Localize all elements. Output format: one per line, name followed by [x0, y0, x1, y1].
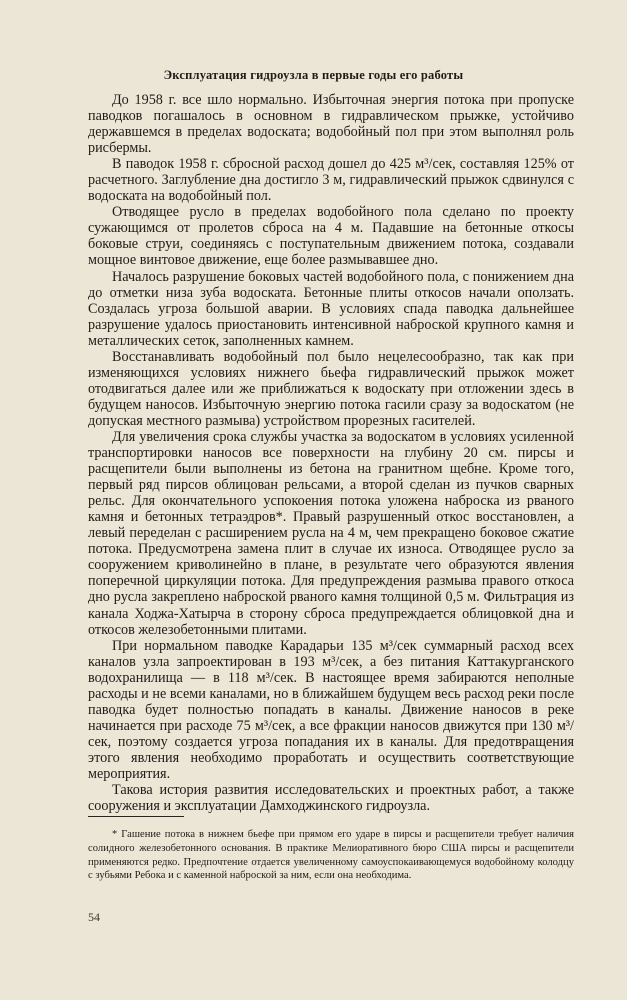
body-text: [88, 92, 574, 814]
section-heading: Эксплуатация гидроузла в первые годы его работы: [163, 68, 464, 82]
paragraph: При нормальном паводке Карадарьи 135 м³/сек суммарный расход всех каналов узла запроектирован в 193 м³/сек, а без питания Каттакурганского водохранилища — в 118 м³/сек. В настоящее время забираются неполные расходы и не всеми каналами, но в ближайшем будущем весь расход реки после паводка будет полностью попадать в каналы. Движение наносов в реке начинается при расходе 75 м³/сек, а все фракции наносов движутся при 130 м³/сек, поэтому создается угроза попадания их в каналы. Для предотвращения этого явления необходимо проработать и осуществить соответствующие мероприятия.: [88, 637, 574, 782]
paragraph: Отводящее русло в пределах водобойного пола сделано по проекту сужающимся от пролетов сброса на 4 м. Падавшие на бетонные откосы боковые струи, соединяясь с поступательным движением потока, создавали мощное винтовое движение, еще более размывавшее дно.: [88, 204, 574, 269]
paragraph: Для увеличения срока службы участка за водоскатом в условиях усиленной транспортировки наносов все поверхности на глубину 20 см. пирсы и расщепители были выполнены из бетона на гранитном щебне. Кроме того, первый ряд пирсов облицован рельсами, а второй сделан из пучков сварных рельс. Для окончательного успокоения потока уложена наброска из рваного камня и бетонных тетраэдров*. Правый разрушенный откос восстановлен, а левый переделан с расширением русла на 4 м, чем прекращено боковое сжатие потока. Предусмотрена замена плит в случае их износа. Отводящее русло за сооружением криволинейно в плане, в результате чего образуются явления поперечной циркуляции потока. Для предупреждения размыва правого откоса дно русла закреплено наброской рваного камня толщиной 0,5 м. Фильтрация из канала Ходжа-Хатырча в сторону сброса предупреждается облицовкой дна и откосов железобетонными плитами.: [88, 428, 574, 638]
footnote-divider: [88, 816, 184, 817]
paragraph: Началось разрушение боковых частей водобойного пола, с понижением дна до отметки низа зуба водоската. Бетонные плиты откосов начали оползать. Создалась угроза большой аварии. В условиях спада паводка дальнейшее разрушение удалось приостановить интенсивной наброской крупного камня и металлических сеток, заполненных камнем.: [88, 268, 574, 349]
page-number: 54: [88, 910, 100, 924]
footnote-text: * Гашение потока в нижнем бьефе при прямом его ударе в пирсы и расщепители требует наличия солидного железобетонного основания. В практике Мелиоративного бюро США пирсы и расщепители применяются редко. Предпочтение отдается увеличенному самоуспокаивающемуся водобойному колодцу с зубьями Ребока и с каменной наброской за ним, если она необходима.: [88, 829, 574, 882]
paragraph: Такова история развития исследовательских и проектных работ, а также сооружения и эксплуатации Дамходжинского гидроузла.: [88, 782, 574, 815]
paragraph: До 1958 г. все шло нормально. Избыточная энергия потока при пропуске паводков погашалось в основном в гидравлическом прыжке, устойчиво державшемся в пределах водоската; водобойный пол при этом выполнял роль рисбермы.: [88, 92, 574, 157]
paragraph: В паводок 1958 г. сбросной расход дошел до 425 м³/сек, составляя 125% от расчетного. Заглубление дна достигло 3 м, гидравлический прыжок сдвинулся с водоската на водобойный пол.: [88, 156, 574, 205]
paragraph: Восстанавливать водобойный пол было нецелесообразно, так как при изменяющихся условиях нижнего бьефа гидравлический прыжок может отодвигаться далее или же приближаться к водоскату при отложении здесь в будущем наносов. Избыточную энергию потока гасили сразу за водоскатом (не допуская местного размыва) устройством прорезных гасителей.: [88, 348, 574, 429]
footnote: [88, 828, 574, 883]
